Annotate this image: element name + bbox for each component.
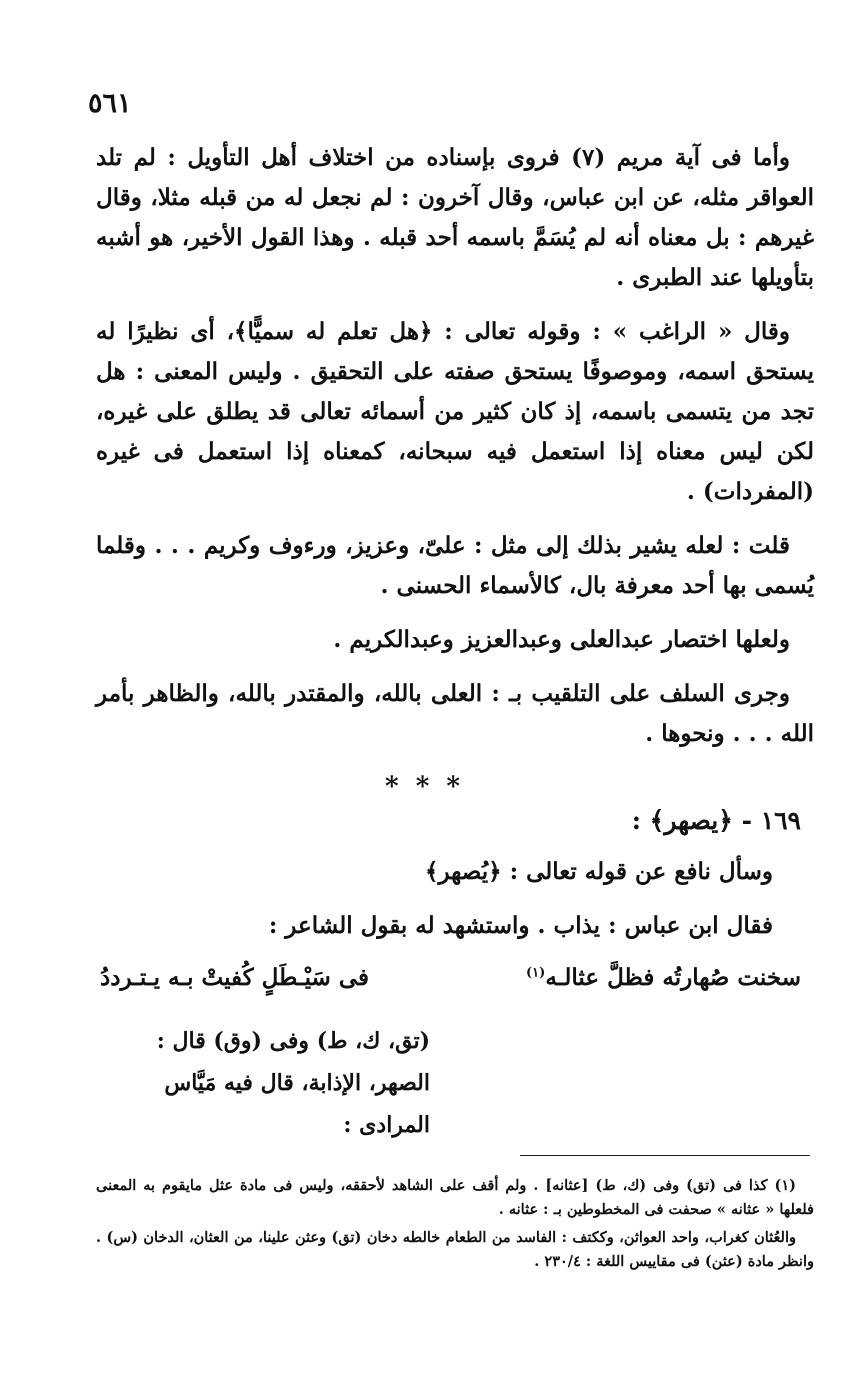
verse-first-half-text: سخنت صُهارتُه فظلَّ عثالـه bbox=[545, 964, 801, 991]
verse-commentary-line: الصهر، الإذابة، قال فيه مَيَّاس bbox=[164, 1070, 430, 1096]
footnotes bbox=[96, 1174, 814, 1278]
paragraph-raghib: وقال « الراغب » : وقوله تعالى : ﴿هل تعلم له سميًّا﴾، أى نظيرًا له يستحق اسمه، وموصوفًا يستحق صفته على التحقيق . وليس المعنى : هل تجد من يتسمى باسمه، إذ كان كثير من أسمائه تعالى قد يطلق على غيره، لكن ليس معناه إذا استعمل فيه سبحانه، كمعناه إذا استعمل فى غيره (المفردات) . bbox=[96, 318, 814, 505]
verse-first-half bbox=[526, 964, 801, 991]
paragraph-qultu: قلت : لعله يشير بذلك إلى مثل : علىّ، وعزيز، ورءوف وكريم . . . وقلما يُسمى بها أحد معرفة بال، كالأسماء الحسنى . bbox=[96, 532, 814, 599]
entry-answer: فقال ابن عباس : يذاب . واستشهد له بقول الشاعر : bbox=[268, 912, 773, 939]
entry-heading: ١٦٩ - ﴿يصهر﴾ : bbox=[631, 806, 801, 835]
entry-question: وسأل نافع عن قوله تعالى : ﴿يُصهر﴾ bbox=[425, 858, 773, 885]
paragraph-salaf: وجرى السلف على التلقيب بـ : العلى بالله، والمقتدر بالله، والظاهر بأمر الله . . . ونحوها . bbox=[96, 680, 814, 747]
footnote-1: (١) كذا فى (تق) وفى (ك، ط) [عثانه] . ولم أقف على الشاهد لأحققه، وليس فى مادة عثل مايقوم به المعنى فلعلها « عثانه » صحفت فى المخطوطين بـ : عثانه . bbox=[96, 1177, 814, 1218]
page-number: ٥٦١ bbox=[88, 88, 132, 119]
footnote-1-continued: والعُثان كغراب، واحد العواثن، وككتف : الفاسد من الطعام خالطه دخان (تق) وعثن علينا، من العثان، الدخان (س) . وانظر مادة (عثن) فى مقاييس اللغة : ٢٣٠/٤ . bbox=[96, 1229, 814, 1270]
footnote-marker: (١) bbox=[526, 965, 546, 981]
main-text bbox=[96, 138, 814, 768]
paragraph-maryam: وأما فى آية مريم (٧) فروى بإسناده من اختلاف أهل التأويل : لم تلد العواقر مثله، عن ابن عباس، وقال آخرون : لم نجعل له من قبله مثلا، وقال غيرهم : بل معناه أنه لم يُسَمَّ باسمه أحد قبله . وهذا القول الأخير، هو أشبه بتأويلها عند الطبرى . bbox=[96, 144, 815, 291]
verse-second-half: فى سَيْـطَلٍ كُفيتْ بـه يـتـرددُ bbox=[100, 964, 370, 991]
verse-commentary-line: المرادى : bbox=[343, 1112, 430, 1138]
section-separator: * * * bbox=[385, 772, 464, 802]
footnote-rule bbox=[520, 1155, 810, 1156]
verse-commentary-line: (تق، ك، ط) وفى (وق) قال : bbox=[156, 1028, 430, 1054]
verse-commentary bbox=[100, 1020, 430, 1146]
paragraph-abd-names: ولعلها اختصار عبدالعلى وعبدالعزيز وعبدالكريم . bbox=[333, 626, 790, 653]
